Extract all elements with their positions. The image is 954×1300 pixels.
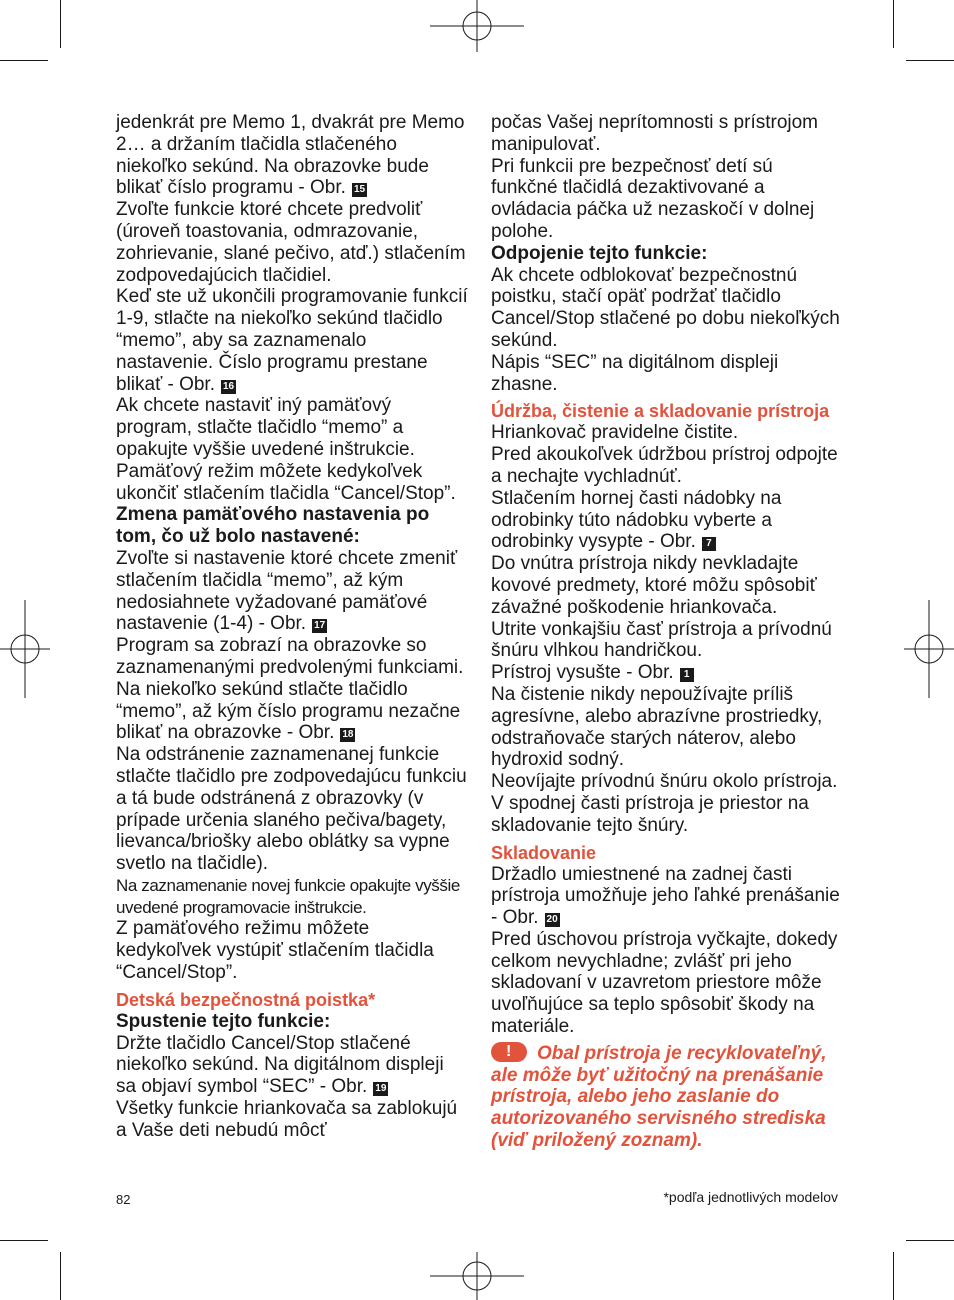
warning-icon: ! xyxy=(491,1042,527,1062)
paragraph: Keď ste už ukončili programovanie funkcií 1-9, stlačte na niekoľko sekúnd tlačidlo “memo”, aby sa zaznamenalo nastavenie. Číslo programu prestane blikať - Obr. 16 xyxy=(116,286,468,395)
crop-mark xyxy=(0,1240,48,1241)
paragraph: jedenkrát pre Memo 1, dvakrát pre Memo 2… a držaním tlačidla stlačeného niekoľko sekúnd. Na obrazovke bude blikať číslo programu - Obr. 15 xyxy=(116,112,465,199)
paragraph: Na odstránenie zaznamenanej funkcie stlačte tlačidlo pre zodpovedajúcu funkciu a tá bude odstránená z obrazovky (v prípade určenia slaného pečiva/bagety, lievanca/briošky alebo oblátky sa vypne svetlo na tlačidle). xyxy=(116,744,467,875)
paragraph: Zvoľte funkcie ktoré chcete predvoliť (úroveň toastovania, odmrazovanie, zohrievanie, slané pečivo, atď.) stlačením zodpovedajúcich tlačidiel. xyxy=(116,199,466,286)
paragraph: Pamäťový režim môžete kedykoľvek ukončiť stlačením tlačidla “Cancel/Stop”. xyxy=(116,460,456,504)
paragraph: počas Vašej neprítomnosti s prístrojom manipulovať. xyxy=(491,112,819,155)
crop-mark xyxy=(60,0,61,48)
paragraph: Utrite vonkajšiu časť prístroja a prívodnú šnúru vlhkou handričkou. xyxy=(491,618,832,662)
crop-mark xyxy=(906,60,954,61)
right-column xyxy=(491,112,841,1152)
paragraph: Stlačením hornej časti nádobky na odrobinky túto nádobku vyberte a odrobinky vysypte - Obr. 7 xyxy=(491,487,782,553)
crop-mark xyxy=(893,1252,894,1300)
page-number: 82 xyxy=(116,1192,131,1207)
paragraph: Na zaznamenanie novej funkcie opakujte vyššie uvedené programovacie inštrukcie. xyxy=(116,875,460,917)
crop-mark xyxy=(906,1240,954,1241)
registration-mark-bottom xyxy=(430,1252,524,1300)
paragraph: Pred úschovou prístroja vyčkajte, dokedy celkom nevychladne; zvlášť pri jeho skladovaní v uzavretom priestore môže uvoľňujúce sa teplo spôsobiť škody na materiále. xyxy=(491,928,838,1038)
section-heading: Skladovanie xyxy=(491,842,597,863)
paragraph: Držte tlačidlo Cancel/Stop stlačené niekoľko sekúnd. Na digitálnom displeji sa objaví symbol “SEC” - Obr. 19 xyxy=(116,1032,444,1098)
figure-ref-badge: 15 xyxy=(353,184,366,196)
subheading: Zmena pamäťového nastavenia po tom, čo už bolo nastavené: xyxy=(116,504,430,548)
figure-ref-badge: 1 xyxy=(680,668,694,682)
paragraph: Ak chcete nastaviť iný pamäťový program, stlačte tlačidlo “memo” a opakujte vyššie uvedené inštrukcie. xyxy=(116,395,415,460)
left-column xyxy=(116,112,468,1142)
figure-ref-badge: 20 xyxy=(546,914,558,926)
figure-ref-badge: 18 xyxy=(342,729,354,741)
paragraph: Zvoľte si nastavenie ktoré chcete zmeniť stlačením tlačidla “memo”, až kým nedosiahnete vyžadované pamäťové nastavenie (1-4) - Obr. 17 xyxy=(116,547,458,635)
subheading: Odpojenie tejto funkcie: xyxy=(491,242,708,264)
paragraph: Všetky funkcie hriankovača sa zablokujú a Vaše deti nebudú môcť xyxy=(116,1098,458,1141)
section-heading: Detská bezpečnostná poistka* xyxy=(116,989,376,1010)
paragraph: Pred akoukoľvek údržbou prístroj odpojte a nechajte vychladnúť. xyxy=(491,444,838,487)
paragraph: Neovíjajte prívodnú šnúru okolo prístroja. V spodnej časti prístroja je priestor na skladovanie tejto šnúry. xyxy=(491,771,838,836)
paragraph: Na čistenie nikdy nepoužívajte príliš agresívne, alebo abrazívne prostriedky, odstraňovače starých náterov, alebo hydroxid sodný. xyxy=(491,683,823,771)
paragraph: Do vnútra prístroja nikdy nevkladajte kovové predmety, ktoré môžu spôsobiť závažné poškodenie hriankovača. xyxy=(491,553,817,618)
paragraph: Ak chcete odblokovať bezpečnostnú poistku, stačí opäť podržať tlačidlo Cancel/Stop stlačené po dobu niekoľkých sekúnd. xyxy=(491,264,840,351)
crop-mark xyxy=(60,1252,61,1300)
figure-ref-badge: 19 xyxy=(375,1083,387,1095)
paragraph: Hriankovač pravidelne čistite. xyxy=(491,422,739,444)
recycle-note: ! Obal prístroja je recyklovateľný, ale môže byť užitočný na prenášanie prístroja, alebo jeho zaslanie do autorizovaného servisného strediska (viď priložený zoznam). xyxy=(491,1042,827,1152)
subheading: Spustenie tejto funkcie: xyxy=(116,1010,331,1032)
footnote: *podľa jednotlivých modelov xyxy=(663,1189,838,1205)
registration-mark-left xyxy=(0,600,50,698)
paragraph: Nápis “SEC” na digitálnom displeji zhasne. xyxy=(491,351,779,395)
paragraph: Prístroj vysušte - Obr. 1 xyxy=(491,662,841,684)
paragraph: Držadlo umiestnené na zadnej časti prístroja umožňuje jeho ľahké prenášanie - Obr. 20 xyxy=(491,863,840,929)
paragraph: Program sa zobrazí na obrazovke so zaznamenanými predvolenými funkciami. xyxy=(116,635,464,678)
paragraph: Z pamäťového režimu môžete kedykoľvek vystúpiť stlačením tlačidla “Cancel/Stop”. xyxy=(116,918,434,984)
figure-ref-badge: 16 xyxy=(223,380,235,392)
crop-mark xyxy=(0,60,48,61)
paragraph: Na niekoľko sekúnd stlačte tlačidlo “memo”, až kým číslo programu nezačne blikať na obrazovke - Obr. 18 xyxy=(116,678,461,744)
section-heading: Údržba, čistenie a skladovanie prístroja xyxy=(491,401,830,422)
figure-ref-badge: 7 xyxy=(702,537,716,551)
registration-mark-right xyxy=(904,600,954,698)
crop-mark xyxy=(893,0,894,48)
figure-ref-badge: 17 xyxy=(314,620,326,632)
paragraph: Pri funkcii pre bezpečnosť detí sú funkčné tlačidlá dezaktivované a ovládacia páčka už nezaskočí v dolnej polohe. xyxy=(491,155,815,242)
registration-mark-top xyxy=(430,0,524,52)
